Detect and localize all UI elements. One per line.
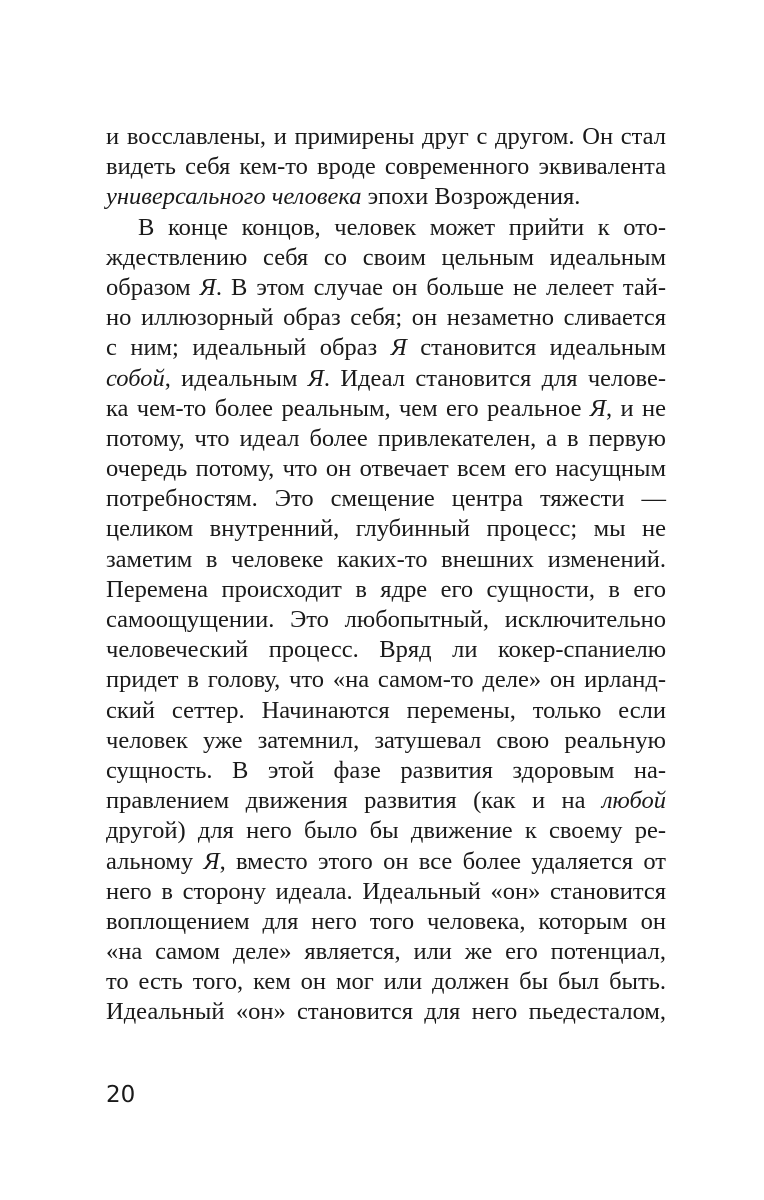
text-segment: образом (106, 273, 200, 301)
text-segment: то есть того, кем он мог или должен бы был быть. (106, 968, 666, 996)
italic-text: Я (307, 364, 324, 392)
page-number: 20 (106, 1082, 136, 1108)
text-line (106, 847, 666, 877)
text-segment: с ним; идеальный образ (106, 334, 391, 362)
text-segment: . В этом случае он больше не лелеет тай- (215, 273, 666, 301)
text-line (106, 997, 666, 1027)
italic-text: любой (601, 787, 666, 815)
text-line (106, 182, 666, 212)
text-line (106, 484, 666, 514)
text-line (106, 665, 666, 695)
text-segment: сущность. В этой фазе развития здоровым на- (106, 756, 666, 784)
text-segment: и восславлены, и примирены друг с другом. Он стал (106, 123, 666, 150)
text-segment: ждествлению себя со своим цельным идеальным (106, 243, 666, 271)
body-text (106, 122, 666, 1028)
text-line (106, 605, 666, 635)
text-segment: человеческий процесс. Вряд ли кокер-спаниелю (106, 636, 666, 664)
text-segment: . Идеал становится для челове- (323, 364, 666, 392)
text-segment: Идеальный «он» становится для него пьедесталом, (106, 998, 666, 1026)
text-segment: , идеальным (164, 364, 308, 392)
text-segment: правлением движения развития (как и на (106, 787, 602, 815)
text-line (106, 243, 666, 273)
text-segment: другой) для него было бы движение к своему ре- (106, 817, 666, 845)
text-segment: становится идеальным (406, 334, 666, 362)
italic-text: универсального человека (106, 183, 362, 211)
text-segment: заметим в человеке каких-то внешних изменений. (106, 545, 666, 573)
text-line (106, 786, 666, 816)
text-line (106, 273, 666, 303)
text-line (106, 122, 666, 152)
italic-text: Я (203, 847, 220, 875)
text-segment: «на самом деле» является, или же его потенциал, (106, 938, 666, 966)
text-segment: него в сторону идеала. Идеальный «он» становится (106, 877, 666, 905)
text-line (106, 333, 666, 363)
text-segment: потребностям. Это смещение центра тяжести — (106, 485, 666, 513)
text-line (106, 303, 666, 333)
text-segment: придет в голову, что «на самом-то деле» он ирланд- (106, 666, 666, 694)
text-line (106, 454, 666, 484)
text-line (106, 213, 666, 243)
text-segment: очередь потому, что он отвечает всем его насущным (106, 455, 666, 483)
text-line (106, 877, 666, 907)
text-line (106, 816, 666, 846)
text-line (106, 756, 666, 786)
text-segment: Перемена происходит в ядре его сущности, в его (106, 575, 666, 603)
text-line (106, 696, 666, 726)
italic-text: Я (199, 273, 216, 301)
italic-text: Я (390, 334, 407, 362)
text-line (106, 635, 666, 665)
text-line (106, 907, 666, 937)
text-line (106, 937, 666, 967)
text-segment: потому, что идеал более привлекателен, а в первую (106, 424, 666, 452)
text-segment: , и не (605, 394, 666, 422)
text-segment: воплощением для него того человека, которым он (106, 907, 666, 935)
text-line (106, 424, 666, 454)
text-line (106, 575, 666, 605)
text-line (106, 364, 666, 394)
text-line (106, 394, 666, 424)
italic-text: Я (589, 394, 606, 422)
text-segment: но иллюзорный образ себя; он незаметно сливается (106, 304, 666, 332)
text-segment: , вместо этого он все более удаляется от (219, 847, 666, 875)
text-line (106, 514, 666, 544)
italic-text: собой (106, 364, 165, 392)
text-segment: В конце концов, человек может прийти к ото- (138, 213, 666, 241)
text-line (106, 545, 666, 575)
text-segment: ка чем-то более реальным, чем его реальное (106, 394, 590, 422)
text-segment: целиком внутренний, глубинный процесс; мы не (106, 515, 666, 543)
text-segment: альному (106, 847, 204, 875)
text-segment: видеть себя кем-то вроде современного эквивалента (106, 153, 666, 181)
text-segment: человек уже затемнил, затушевал свою реальную (106, 726, 666, 754)
text-segment: самоощущении. Это любопытный, исключительно (106, 606, 666, 633)
text-segment: эпохи Возрождения. (361, 183, 581, 211)
text-line (106, 726, 666, 756)
text-segment: ский сеттер. Начинаются перемены, только если (106, 696, 666, 724)
text-line (106, 967, 666, 997)
text-line (106, 152, 666, 182)
